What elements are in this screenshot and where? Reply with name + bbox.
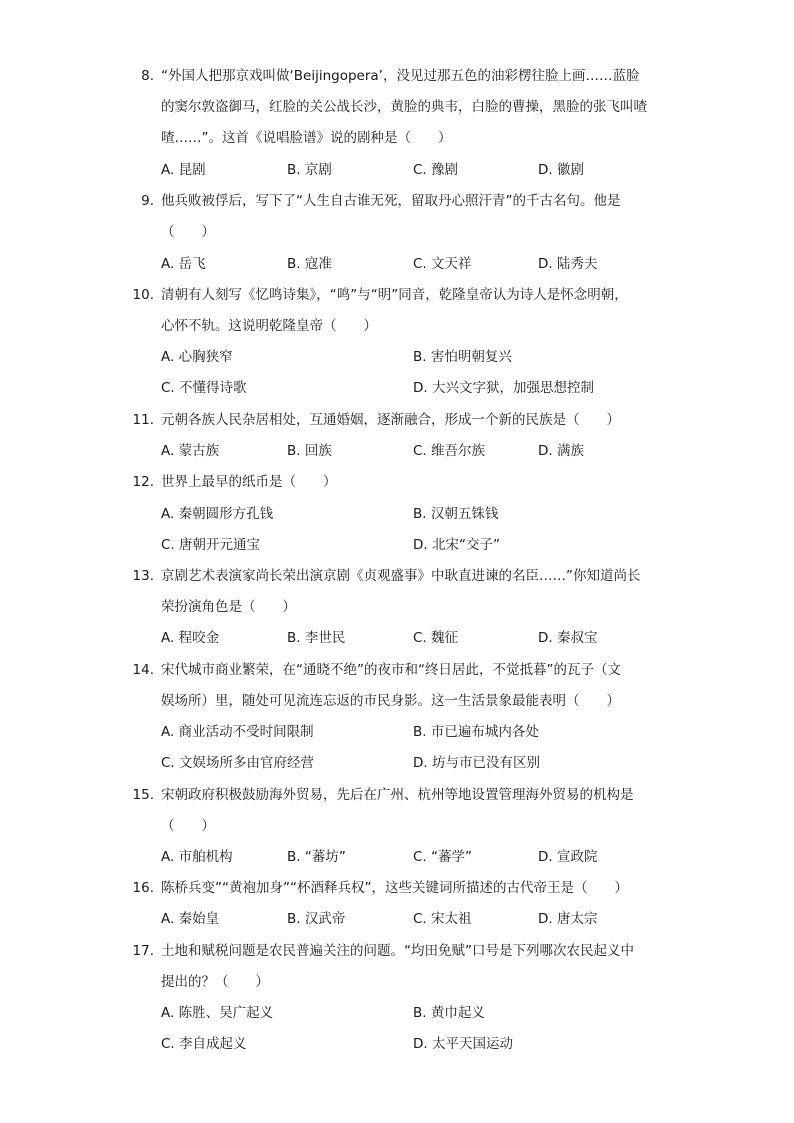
option-a[interactable]: A. 岳飞 [161,256,206,272]
question-number: 12. [132,474,154,490]
option-c[interactable]: C. 李自成起义 [161,1036,247,1052]
option-c[interactable]: C. “蕃学” [413,849,472,865]
question-number: 11. [132,412,154,428]
option-d[interactable]: D. 北宋“交子” [413,537,500,553]
option-d[interactable]: D. 宣政院 [538,849,598,865]
question-text-line: 荣扮演角色是（ ） [161,599,296,615]
question-number: 14. [132,662,154,678]
option-b[interactable]: B. 汉朝五铢钱 [413,506,499,522]
question-text-line: 心怀不轨。这说明乾隆皇帝（ ） [161,318,377,334]
option-d[interactable]: D. 徽剧 [538,162,584,178]
question-text-line: （ ） [161,224,215,240]
option-a[interactable]: A. 心胸狭窄 [161,349,233,365]
option-c[interactable]: C. 维吾尔族 [413,443,486,459]
option-c[interactable]: C. 文娱场所多由官府经营 [161,755,315,771]
option-c[interactable]: C. 文天祥 [413,256,472,272]
option-a[interactable]: A. 程咬金 [161,630,220,646]
question-text-line: 土地和赋税问题是农民普遍关注的问题。“均田免赋”口号是下列哪次农民起义中 [161,943,634,959]
option-d[interactable]: D. 陆秀夫 [538,256,598,272]
question-text-line: 京剧艺术表演家尚长荣出演京剧《贞观盛事》中耿直进谏的名臣……”你知道尚长 [161,568,641,584]
option-c[interactable]: C. 魏征 [413,630,459,646]
option-b[interactable]: B. 李世民 [287,630,346,646]
option-c[interactable]: C. 唐朝开元通宝 [161,537,261,553]
question-text-line: 清朝有人刻写《忆鸣诗集》，“鸣”与“明”同音，乾隆皇帝认为诗人是怀念明朝， [161,287,628,303]
option-a[interactable]: A. 商业活动不受时间限制 [161,724,314,740]
option-c[interactable]: C. 宋太祖 [413,911,472,927]
question-text-line: 世界上最早的纸币是（ ） [161,474,337,490]
option-d[interactable]: D. 唐太宗 [538,911,598,927]
option-b[interactable]: B. 汉武帝 [287,911,346,927]
option-d[interactable]: D. 秦叔宝 [538,630,598,646]
option-c[interactable]: C. 不懂得诗歌 [161,380,247,396]
option-a[interactable]: A. 蒙古族 [161,443,220,459]
option-d[interactable]: D. 大兴文字狱，加强思想控制 [413,380,594,396]
question-text-line: 陈桥兵变”“黄袍加身”“杯酒释兵权”，这些关键词所描述的古代帝王是（ ） [161,880,628,896]
question-text-line: 提出的？（ ） [161,974,269,990]
question-text-line: 的窦尔敦盗御马，红脸的关公战长沙，黄脸的典韦，白脸的曹操，黑脸的张飞叫喳 [161,99,647,115]
question-text-line: 他兵败被俘后，写下了“人生自古谁无死，留取丹心照汗青”的千古名句。他是 [161,193,621,209]
option-b[interactable]: B. “蕃坊” [287,849,346,865]
question-number: 8. [141,68,154,84]
question-number: 15. [132,787,154,803]
option-a[interactable]: A. 昆剧 [161,162,206,178]
question-text-line: （ ） [161,818,215,834]
option-d[interactable]: D. 太平天国运动 [413,1036,513,1052]
option-a[interactable]: A. 秦始皇 [161,911,220,927]
question-text-line: 娱场所）里，随处可见流连忘返的市民身影。这一生活景象最能表明（ ） [161,693,620,709]
option-b[interactable]: B. 黄巾起义 [413,1005,485,1021]
question-text-line: 元朝各族人民杂居相处，互通婚姻，逐渐融合，形成一个新的民族是（ ） [161,412,620,428]
question-text-line: 宋朝政府积极鼓励海外贸易，先后在广州、杭州等地设置管理海外贸易的机构是 [161,787,634,803]
question-text-line: 喳……”。这首《说唱脸谱》说的剧种是（ ） [161,130,452,146]
option-b[interactable]: B. 寇准 [287,256,332,272]
option-b[interactable]: B. 害怕明朝复兴 [413,349,512,365]
question-number: 10. [132,287,154,303]
question-number: 17. [132,943,154,959]
question-number: 16. [132,880,154,896]
option-b[interactable]: B. 市已遍布城内各处 [413,724,539,740]
option-b[interactable]: B. 京剧 [287,162,332,178]
option-d[interactable]: D. 坊与市已没有区别 [413,755,540,771]
option-d[interactable]: D. 满族 [538,443,584,459]
question-text-line: “外国人把那京戏叫做‘Beijingopera’，没见过那五色的油彩楞往脸上画……蓝脸 [161,68,640,84]
option-a[interactable]: A. 秦朝圆形方孔钱 [161,506,274,522]
question-text-line: 宋代城市商业繁荣，在“通晓不绝”的夜市和“终日居此，不觉抵暮”的瓦子（文 [161,662,621,678]
option-c[interactable]: C. 豫剧 [413,162,459,178]
question-number: 9. [141,193,154,209]
option-a[interactable]: A. 陈胜、吴广起义 [161,1005,274,1021]
option-a[interactable]: A. 市舶机构 [161,849,233,865]
option-b[interactable]: B. 回族 [287,443,332,459]
question-number: 13. [132,568,154,584]
